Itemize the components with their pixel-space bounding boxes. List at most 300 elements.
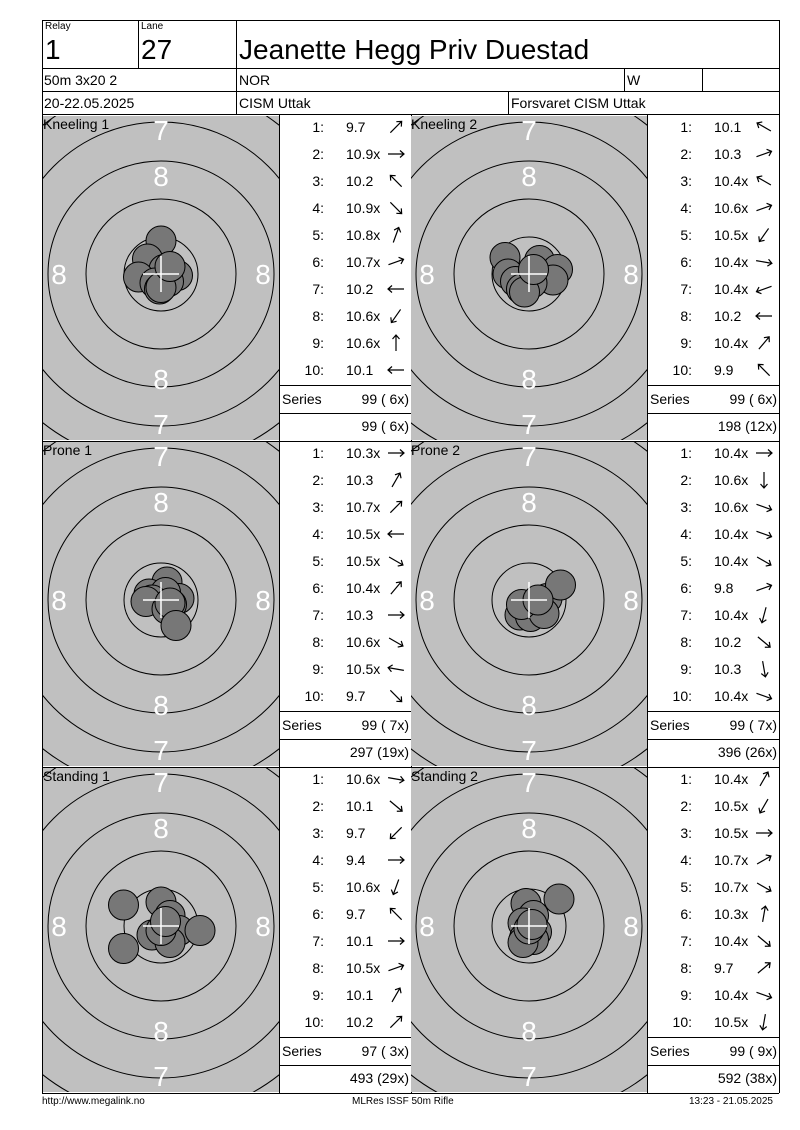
shot-number: 7: xyxy=(680,607,692,623)
shot-number: 1: xyxy=(680,119,692,135)
shot-score: 10.5x xyxy=(714,825,749,841)
cumulative-total: 99 ( 6x) xyxy=(361,418,409,434)
shot-row xyxy=(648,196,779,223)
shot-direction-arrow-icon xyxy=(386,686,406,706)
shot-direction-arrow-icon xyxy=(386,931,406,951)
shot-row xyxy=(648,441,779,468)
header-divider-2 xyxy=(42,91,779,92)
panel-title: Standing 2 xyxy=(411,768,478,784)
shot-score: 9.7 xyxy=(346,119,366,135)
shot-row xyxy=(648,358,779,385)
shot-number: 6: xyxy=(312,254,324,270)
shot-number: 3: xyxy=(312,825,324,841)
shot-score: 10.6x xyxy=(346,308,381,324)
shot-score: 10.2 xyxy=(346,1014,374,1030)
target-standing-1 xyxy=(43,768,279,1092)
shot-number: 5: xyxy=(680,553,692,569)
shot-row xyxy=(648,902,779,929)
series-label: Series xyxy=(282,717,322,733)
shot-score: 10.5x xyxy=(714,227,749,243)
shot-row xyxy=(648,794,779,821)
shot-score: 10.4x xyxy=(714,688,749,704)
shot-number: 2: xyxy=(680,146,692,162)
shot-row xyxy=(648,495,779,522)
shot-row xyxy=(280,142,411,169)
shot-number: 8: xyxy=(312,960,324,976)
shot-impact xyxy=(155,252,185,282)
ring-number-inner-top: 8 xyxy=(521,161,537,192)
shot-score: 10.1 xyxy=(346,798,374,814)
shot-row xyxy=(280,821,411,848)
shot-score: 10.8x xyxy=(346,227,381,243)
shot-direction-arrow-icon xyxy=(754,985,774,1005)
shot-number: 8: xyxy=(680,308,692,324)
shot-row xyxy=(280,358,411,385)
panel-title: Prone 1 xyxy=(43,442,93,458)
shot-direction-arrow-icon xyxy=(386,632,406,652)
shot-number: 10: xyxy=(304,362,324,378)
target-kneeling-1 xyxy=(43,116,279,440)
shot-direction-arrow-icon xyxy=(386,333,406,353)
shot-number: 1: xyxy=(312,771,324,787)
series-total: 99 ( 7x) xyxy=(361,717,409,733)
panel-row-divider xyxy=(42,441,779,442)
lane-value: 27 xyxy=(141,34,173,65)
target-face xyxy=(43,768,279,1092)
shot-list xyxy=(648,767,779,1093)
shot-number: 7: xyxy=(680,933,692,949)
header-vdivider-relay xyxy=(138,20,139,68)
ring-number-right: 8 xyxy=(255,259,271,290)
ring-number-right: 8 xyxy=(623,585,639,616)
target-prone-2 xyxy=(411,442,647,766)
header-vdivider-gender xyxy=(702,68,703,91)
competition-dates: 20-22.05.2025 xyxy=(44,95,135,111)
shot-direction-arrow-icon xyxy=(386,605,406,625)
series-divider xyxy=(280,385,411,386)
footer-url[interactable]: http://www.megalink.no xyxy=(42,1096,145,1107)
shot-score: 10.6x xyxy=(346,335,381,351)
shot-number: 6: xyxy=(312,580,324,596)
shot-impact xyxy=(109,890,139,920)
footer-timestamp: 13:23 - 21.05.2025 xyxy=(689,1096,773,1107)
shot-row xyxy=(648,331,779,358)
shot-score: 9.8 xyxy=(714,580,734,596)
shot-number: 1: xyxy=(680,445,692,461)
shot-number: 8: xyxy=(312,308,324,324)
shot-direction-arrow-icon xyxy=(386,252,406,272)
shot-row xyxy=(280,169,411,196)
shot-impact xyxy=(109,934,139,964)
panel-vdivider xyxy=(279,441,280,767)
shot-direction-arrow-icon xyxy=(386,904,406,924)
shot-score: 10.4x xyxy=(714,445,749,461)
shot-row xyxy=(648,549,779,576)
panel-title: Kneeling 2 xyxy=(411,116,478,132)
shot-row xyxy=(648,956,779,983)
ring-number-top: 7 xyxy=(153,442,169,472)
ring-number-inner-bottom: 8 xyxy=(153,690,169,721)
shot-number: 8: xyxy=(312,634,324,650)
shot-number: 5: xyxy=(680,227,692,243)
shot-direction-arrow-icon xyxy=(386,985,406,1005)
series-total: 99 ( 9x) xyxy=(729,1043,777,1059)
shot-impact xyxy=(517,910,547,940)
shot-direction-arrow-icon xyxy=(386,551,406,571)
target-face xyxy=(411,116,647,440)
shot-number: 7: xyxy=(312,933,324,949)
ring-number-right: 8 xyxy=(255,585,271,616)
shot-score: 10.2 xyxy=(346,281,374,297)
shot-direction-arrow-icon xyxy=(754,551,774,571)
series-label: Series xyxy=(282,391,322,407)
shot-row xyxy=(280,331,411,358)
shot-row xyxy=(648,767,779,794)
shot-direction-arrow-icon xyxy=(754,117,774,137)
shot-number: 9: xyxy=(312,987,324,1003)
shot-direction-arrow-icon xyxy=(754,769,774,789)
shot-row xyxy=(648,1010,779,1037)
ring-number-left: 8 xyxy=(51,911,67,942)
shot-score: 10.4x xyxy=(714,335,749,351)
shot-list xyxy=(648,441,779,767)
shot-number: 6: xyxy=(680,906,692,922)
shot-row xyxy=(648,522,779,549)
shot-number: 9: xyxy=(680,661,692,677)
shot-direction-arrow-icon xyxy=(754,686,774,706)
ring-number-inner-bottom: 8 xyxy=(521,364,537,395)
shot-row xyxy=(648,821,779,848)
shot-row xyxy=(280,657,411,684)
shot-direction-arrow-icon xyxy=(754,931,774,951)
shot-row xyxy=(648,875,779,902)
shot-direction-arrow-icon xyxy=(754,796,774,816)
shot-row xyxy=(648,630,779,657)
shot-impact xyxy=(151,907,181,937)
shot-row xyxy=(648,169,779,196)
shot-score: 9.7 xyxy=(346,906,366,922)
shot-row xyxy=(648,277,779,304)
shot-row xyxy=(280,495,411,522)
shot-score: 10.5x xyxy=(714,798,749,814)
shot-direction-arrow-icon xyxy=(386,117,406,137)
shot-row xyxy=(280,603,411,630)
shot-direction-arrow-icon xyxy=(386,225,406,245)
target-standing-2 xyxy=(411,768,647,1092)
shot-number: 2: xyxy=(680,472,692,488)
shot-row xyxy=(280,196,411,223)
ring-number-left: 8 xyxy=(419,585,435,616)
shot-direction-arrow-icon xyxy=(386,171,406,191)
shot-score: 10.6x xyxy=(714,499,749,515)
shot-score: 10.4x xyxy=(714,607,749,623)
shot-number: 10: xyxy=(672,1014,692,1030)
ring-number-inner-bottom: 8 xyxy=(153,1016,169,1047)
shot-row xyxy=(280,983,411,1010)
shot-direction-arrow-icon xyxy=(754,877,774,897)
shot-score: 10.4x xyxy=(714,173,749,189)
ring-number-left: 8 xyxy=(51,259,67,290)
shot-row xyxy=(648,848,779,875)
ring-number-bottom: 7 xyxy=(521,1061,537,1092)
shot-score: 10.7x xyxy=(346,499,381,515)
shot-score: 10.5x xyxy=(346,960,381,976)
shot-score: 10.5x xyxy=(714,1014,749,1030)
cumulative-divider xyxy=(280,739,411,740)
shot-number: 3: xyxy=(680,173,692,189)
cumulative-total: 198 (12x) xyxy=(717,418,777,434)
shot-score: 10.6x xyxy=(346,634,381,650)
shot-score: 10.3 xyxy=(714,146,742,162)
shot-score: 10.3 xyxy=(714,661,742,677)
footer-software: MLRes ISSF 50m Rifle xyxy=(352,1096,454,1107)
ring-number-top: 7 xyxy=(153,768,169,798)
shot-direction-arrow-icon xyxy=(386,198,406,218)
series-label: Series xyxy=(650,1043,690,1059)
target-face xyxy=(411,768,647,1092)
series-total: 99 ( 6x) xyxy=(361,391,409,407)
ring-number-bottom: 7 xyxy=(153,1061,169,1092)
shot-row xyxy=(280,576,411,603)
relay-value: 1 xyxy=(45,34,61,65)
target-kneeling-2 xyxy=(411,116,647,440)
shot-impact xyxy=(185,916,215,946)
frame-bottom xyxy=(42,1093,779,1094)
shot-row xyxy=(280,441,411,468)
shot-direction-arrow-icon xyxy=(754,225,774,245)
target-prone-1 xyxy=(43,442,279,766)
shot-number: 9: xyxy=(680,335,692,351)
shot-direction-arrow-icon xyxy=(754,497,774,517)
shot-direction-arrow-icon xyxy=(386,1012,406,1032)
shot-number: 1: xyxy=(312,119,324,135)
shot-number: 10: xyxy=(304,688,324,704)
ring-number-inner-top: 8 xyxy=(521,813,537,844)
shot-number: 8: xyxy=(680,960,692,976)
shot-direction-arrow-icon xyxy=(386,497,406,517)
shot-number: 6: xyxy=(680,580,692,596)
shot-number: 5: xyxy=(312,879,324,895)
cumulative-total: 297 (19x) xyxy=(349,744,409,760)
shot-number: 7: xyxy=(312,281,324,297)
shot-list xyxy=(648,115,779,441)
shot-row xyxy=(280,277,411,304)
ring-number-bottom: 7 xyxy=(521,735,537,766)
panel-vdivider xyxy=(647,115,648,441)
shot-score: 10.1 xyxy=(346,362,374,378)
ring-number-inner-top: 8 xyxy=(521,487,537,518)
shot-score: 10.1 xyxy=(346,933,374,949)
shot-number: 4: xyxy=(312,852,324,868)
shot-number: 7: xyxy=(312,607,324,623)
shot-direction-arrow-icon xyxy=(386,443,406,463)
shot-row xyxy=(648,684,779,711)
shot-row xyxy=(280,115,411,142)
shot-direction-arrow-icon xyxy=(386,144,406,164)
shot-score: 10.4x xyxy=(346,580,381,596)
shot-direction-arrow-icon xyxy=(386,578,406,598)
shot-score: 10.4x xyxy=(714,281,749,297)
shot-direction-arrow-icon xyxy=(754,144,774,164)
series-total: 99 ( 6x) xyxy=(729,391,777,407)
shot-direction-arrow-icon xyxy=(754,904,774,924)
gender-code: W xyxy=(627,72,641,88)
shot-direction-arrow-icon xyxy=(386,769,406,789)
series-total: 97 ( 3x) xyxy=(361,1043,409,1059)
shot-row xyxy=(280,304,411,331)
panel-vdivider-right xyxy=(779,767,780,1093)
ring-number-right: 8 xyxy=(623,911,639,942)
shot-row xyxy=(648,657,779,684)
shot-score: 10.7x xyxy=(714,879,749,895)
shot-number: 9: xyxy=(312,335,324,351)
shot-direction-arrow-icon xyxy=(754,578,774,598)
shot-number: 2: xyxy=(312,472,324,488)
shot-direction-arrow-icon xyxy=(754,306,774,326)
shot-number: 3: xyxy=(312,173,324,189)
target-face xyxy=(43,442,279,766)
shot-score: 10.4x xyxy=(714,254,749,270)
ring-number-top: 7 xyxy=(153,116,169,146)
shot-number: 4: xyxy=(312,526,324,542)
shot-number: 5: xyxy=(312,227,324,243)
shot-impact xyxy=(161,611,191,641)
ring-number-left: 8 xyxy=(419,911,435,942)
shot-direction-arrow-icon xyxy=(754,823,774,843)
organizer-name: Forsvaret CISM Uttak xyxy=(511,95,646,111)
shot-number: 1: xyxy=(680,771,692,787)
shot-row xyxy=(280,875,411,902)
series-label: Series xyxy=(650,391,690,407)
shot-direction-arrow-icon xyxy=(754,360,774,380)
header-vdivider-main xyxy=(236,20,237,114)
shot-number: 3: xyxy=(312,499,324,515)
panel-title: Prone 2 xyxy=(411,442,461,458)
shot-direction-arrow-icon xyxy=(754,958,774,978)
cumulative-total: 592 (38x) xyxy=(717,1070,777,1086)
shot-row xyxy=(648,576,779,603)
shot-score: 10.6x xyxy=(714,200,749,216)
shot-score: 10.5x xyxy=(346,553,381,569)
shot-score: 10.7x xyxy=(714,852,749,868)
shot-row xyxy=(648,304,779,331)
shot-row xyxy=(280,549,411,576)
shot-number: 2: xyxy=(680,798,692,814)
shot-number: 5: xyxy=(312,553,324,569)
shot-number: 7: xyxy=(680,281,692,297)
shot-score: 10.2 xyxy=(714,308,742,324)
athlete-name: Jeanette Hegg Priv Duestad xyxy=(239,34,590,65)
shot-score: 10.2 xyxy=(346,173,374,189)
shot-direction-arrow-icon xyxy=(754,605,774,625)
shot-direction-arrow-icon xyxy=(754,333,774,353)
shot-row xyxy=(648,983,779,1010)
panel-vdivider xyxy=(279,767,280,1093)
ring-number-inner-top: 8 xyxy=(153,161,169,192)
shot-direction-arrow-icon xyxy=(754,279,774,299)
shot-score: 9.7 xyxy=(714,960,734,976)
shot-direction-arrow-icon xyxy=(754,198,774,218)
shot-row xyxy=(280,223,411,250)
shot-score: 10.3 xyxy=(346,607,374,623)
shot-direction-arrow-icon xyxy=(386,823,406,843)
cumulative-divider xyxy=(280,1065,411,1066)
target-face xyxy=(411,442,647,766)
shot-score: 10.1 xyxy=(346,987,374,1003)
shot-row xyxy=(280,929,411,956)
shot-number: 10: xyxy=(672,688,692,704)
shot-direction-arrow-icon xyxy=(754,850,774,870)
panel-vdivider xyxy=(647,767,648,1093)
shot-direction-arrow-icon xyxy=(386,796,406,816)
shot-number: 10: xyxy=(304,1014,324,1030)
ring-number-bottom: 7 xyxy=(521,409,537,440)
competition-name: CISM Uttak xyxy=(239,95,311,111)
header-vdivider-nation xyxy=(624,68,625,91)
shot-row xyxy=(280,848,411,875)
panel-vdivider-right xyxy=(779,115,780,441)
shot-row xyxy=(648,250,779,277)
shot-row xyxy=(280,250,411,277)
shot-row xyxy=(648,223,779,250)
shot-score: 9.7 xyxy=(346,825,366,841)
shot-score: 10.6x xyxy=(346,879,381,895)
shot-row xyxy=(280,468,411,495)
relay-label: Relay xyxy=(45,21,71,32)
shot-number: 3: xyxy=(680,499,692,515)
panel-vdivider xyxy=(279,115,280,441)
shot-score: 10.4x xyxy=(714,933,749,949)
shot-row xyxy=(280,1010,411,1037)
ring-number-right: 8 xyxy=(623,259,639,290)
shot-score: 10.9x xyxy=(346,146,381,162)
shot-score: 9.4 xyxy=(346,852,366,868)
shot-direction-arrow-icon xyxy=(754,524,774,544)
shot-direction-arrow-icon xyxy=(754,171,774,191)
shot-score: 10.5x xyxy=(346,661,381,677)
cumulative-divider xyxy=(648,413,779,414)
shot-row xyxy=(648,603,779,630)
shot-direction-arrow-icon xyxy=(386,958,406,978)
shot-direction-arrow-icon xyxy=(754,632,774,652)
panel-title: Kneeling 1 xyxy=(43,116,110,132)
ring-number-inner-bottom: 8 xyxy=(521,1016,537,1047)
cumulative-divider xyxy=(648,739,779,740)
shot-score: 9.7 xyxy=(346,688,366,704)
shot-score: 9.9 xyxy=(714,362,734,378)
series-divider xyxy=(648,711,779,712)
shot-row xyxy=(280,794,411,821)
series-label: Series xyxy=(282,1043,322,1059)
series-divider xyxy=(280,1037,411,1038)
shot-row xyxy=(280,956,411,983)
shot-number: 8: xyxy=(680,634,692,650)
shot-score: 10.5x xyxy=(346,526,381,542)
shot-direction-arrow-icon xyxy=(386,524,406,544)
series-divider xyxy=(648,385,779,386)
shot-number: 2: xyxy=(312,146,324,162)
shot-score: 10.4x xyxy=(714,987,749,1003)
shot-score: 10.4x xyxy=(714,553,749,569)
shot-row xyxy=(648,142,779,169)
shot-number: 10: xyxy=(672,362,692,378)
ring-number-inner-bottom: 8 xyxy=(153,364,169,395)
shot-row xyxy=(280,902,411,929)
series-divider xyxy=(648,1037,779,1038)
shot-direction-arrow-icon xyxy=(386,306,406,326)
shot-score: 10.6x xyxy=(346,771,381,787)
ring-number-inner-top: 8 xyxy=(153,487,169,518)
